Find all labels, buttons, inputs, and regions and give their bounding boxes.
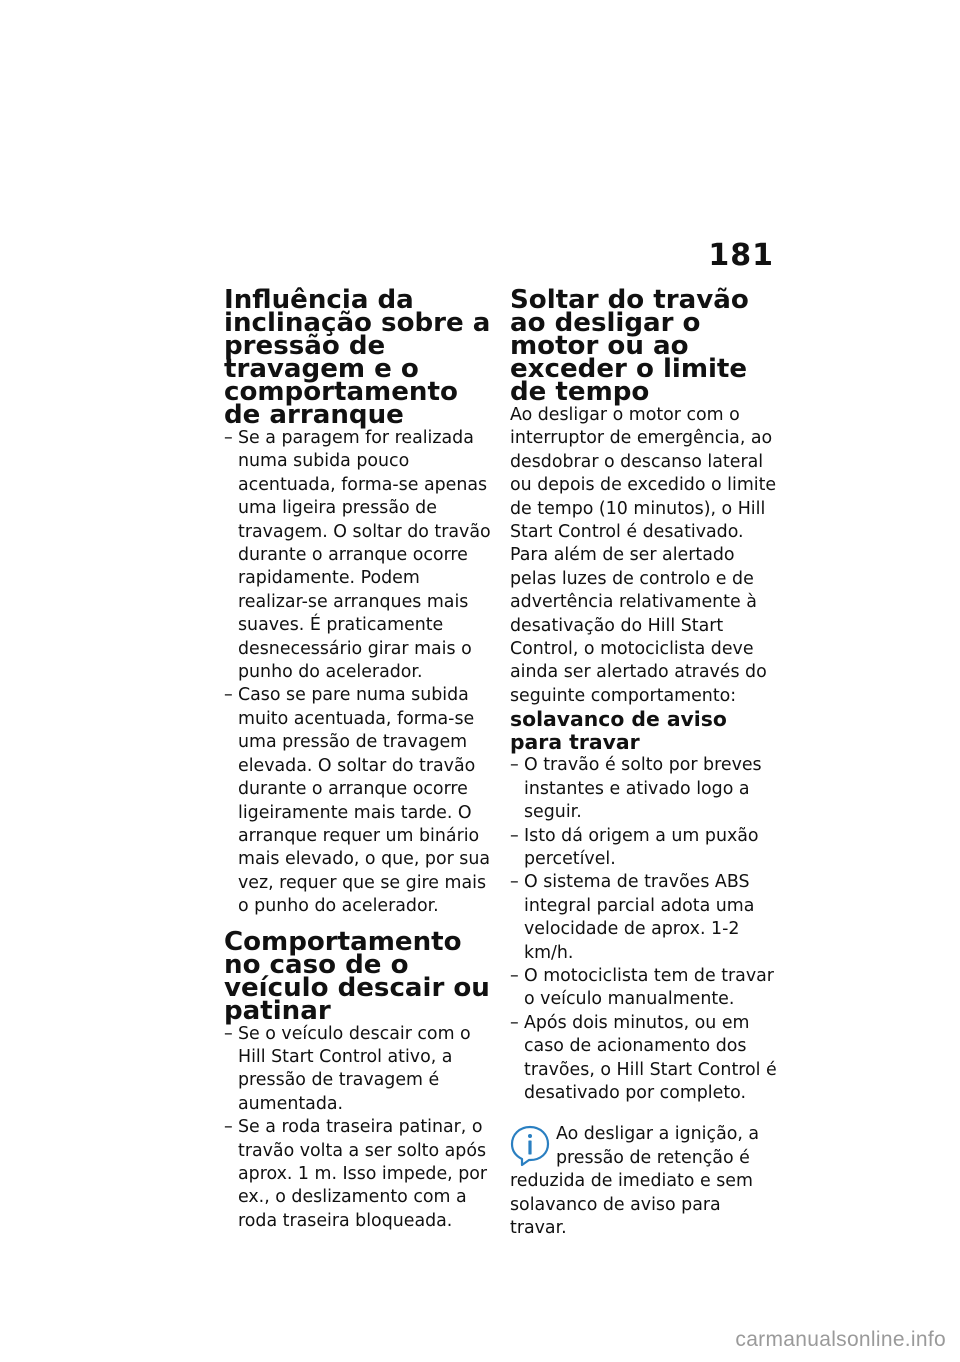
- list-rollback: [224, 1023, 492, 1234]
- list-item-text: Se o veículo descair com o Hill Start Control ativo, a pressão de travagem é aumentada.: [238, 1023, 471, 1114]
- paragraph: Ao desligar o motor com o interruptor de emergência, ao desdobrar o descanso lateral ou depois de excedido o limite de tempo (10 minutos), o Hill Start Control é desativado.: [510, 405, 777, 543]
- list-warning-jolt: [510, 754, 778, 1105]
- section-heading-release: Soltar do travão ao desligar o motor ou ao exceder o limite de tempo: [510, 285, 749, 407]
- list-item: [224, 1023, 492, 1117]
- dash-marker: –: [510, 872, 519, 893]
- dash-marker: –: [224, 1023, 233, 1044]
- list-item-text: O travão é solto por breves instantes e ativado logo a seguir.: [524, 755, 762, 823]
- list-item: [510, 965, 778, 1012]
- dash-marker: –: [224, 685, 233, 706]
- list-item: [224, 427, 492, 684]
- list-item: [510, 1012, 778, 1106]
- dash-marker: –: [510, 825, 519, 846]
- list-item-text: O motociclista tem de travar o veículo manualmente.: [524, 965, 774, 1010]
- list-item: [224, 684, 492, 918]
- watermark: carmanualsonline.info: [735, 1328, 946, 1351]
- list-item: [510, 825, 778, 872]
- dash-marker: –: [224, 1117, 233, 1138]
- notice-text: Ao desligar a ignição, a pressão de retenção é reduzida de imediato e sem solavanco de aviso para travar.: [510, 1124, 760, 1238]
- dash-marker: –: [224, 428, 233, 448]
- paragraph: Para além de ser alertado pelas luzes de controlo e de advertência relativamente à desativação do Hill Start Control, o motociclista deve ainda ser alertado através do seguinte comportamento:: [510, 545, 767, 706]
- list-item: [224, 1116, 492, 1233]
- list-item-text: Caso se pare numa subida muito acentuada, forma-se uma pressão de travagem elevada. O soltar do travão durante o arranque ocorre ligeiramente mais tarde. O arranque requer um binário mais elevado, o que, por sua vez, requer que se gire mais o punho do acelerador.: [238, 685, 491, 917]
- subheading-warning-jolt: solavanco de aviso para travar: [510, 707, 727, 755]
- dash-marker: –: [510, 965, 519, 986]
- list-item-text: Após dois minutos, ou em caso de acionamento dos travões, o Hill Start Control é desativado por completo.: [524, 1012, 777, 1103]
- list-item-text: Se a roda traseira patinar, o travão volta a ser solto após aprox. 1 m. Isso impede, por ex., o deslizamento com a roda traseira bloqueada.: [238, 1117, 488, 1231]
- list-item-text: Se a paragem for realizada numa subida pouco acentuada, forma-se apenas uma ligeira pressão de travagem. O soltar do travão durante o arranque ocorre rapidamente. Podem realizar-se arranques mais suaves. É praticamente desnecessário girar mais o punho do acelerador.: [238, 428, 491, 683]
- right-column: [510, 285, 778, 1240]
- dash-marker: –: [510, 1012, 519, 1033]
- section-heading-inclination: Influência da inclinação sobre a pressão de travagem e o comportamento de arranque: [224, 285, 491, 430]
- left-column: [224, 285, 492, 1233]
- list-inclination: [224, 427, 492, 919]
- list-item: [510, 754, 778, 824]
- info-notice: [510, 1123, 778, 1240]
- page-number: 181: [708, 238, 774, 273]
- list-item-text: Isto dá origem a um puxão percetível.: [524, 825, 759, 869]
- info-icon: [510, 1125, 550, 1167]
- list-item: [510, 871, 778, 965]
- list-item-text: O sistema de travões ABS integral parcial adota uma velocidade de aprox. 1-2 km/h.: [524, 872, 755, 963]
- section-heading-rollback: Comportamento no caso de o veículo descair ou patinar: [224, 926, 490, 1026]
- dash-marker: –: [510, 755, 519, 776]
